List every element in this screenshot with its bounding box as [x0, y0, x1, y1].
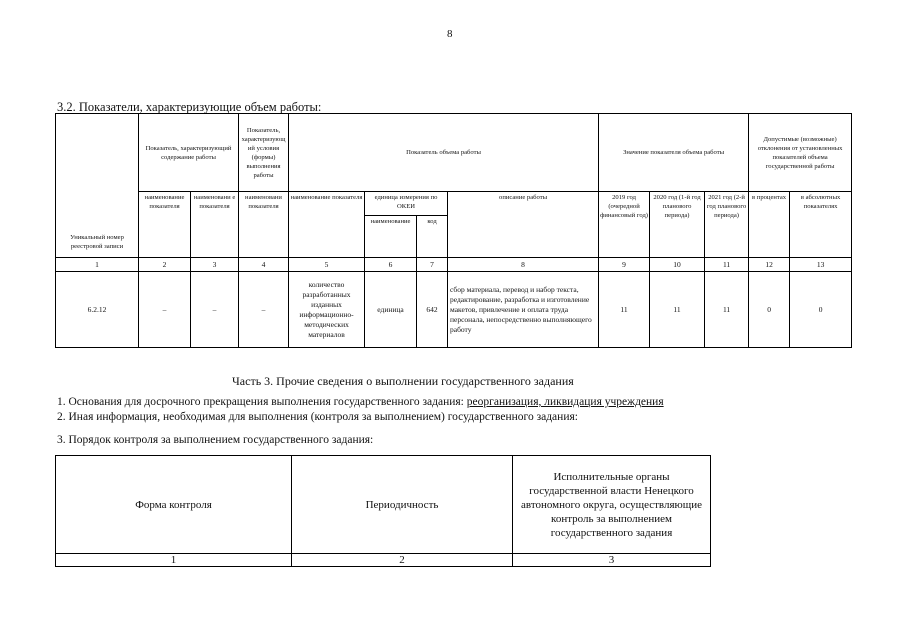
header-2021: 2021 год (2-й год планового периода) — [705, 192, 749, 258]
header-okei: единица измерения по ОКЕИ — [365, 192, 448, 216]
work-volume-table — [55, 113, 852, 348]
header-control-form: Форма контроля — [56, 456, 292, 554]
col-number: 3 — [513, 554, 711, 567]
header-description: описание работы — [448, 192, 599, 258]
header-deviation: Допустимые (возможные) отклонения от установленных показателей объема государственной работы — [749, 114, 852, 192]
col-number: 2 — [139, 258, 191, 272]
col-number: 11 — [705, 258, 749, 272]
col-number: 1 — [56, 258, 139, 272]
col-number: 2 — [292, 554, 513, 567]
cell-unit-code: 642 — [417, 272, 448, 348]
cell-2020: 11 — [650, 272, 705, 348]
cell-name-1: – — [139, 272, 191, 348]
other-info-line: 2. Иная информация, необходимая для выполнения (контроля за выполнением) государственного задания: — [57, 411, 578, 423]
table-row — [56, 272, 852, 348]
header-name-1: наименование показателя — [139, 192, 191, 258]
section-title: 3.2. Показатели, характеризующие объем работы: — [57, 100, 322, 114]
header-conditions: Показатель, характеризующий условия (формы) выполнения работы — [239, 114, 289, 192]
header-name-3: наименовани показателя — [239, 192, 289, 258]
header-2020: 2020 год (1-й год планового периода) — [650, 192, 705, 258]
cell-name-2: – — [191, 272, 239, 348]
header-unique-number: Уникальный номер реестровой записи — [56, 114, 139, 258]
control-procedure-line: 3. Порядок контроля за выполнением государственного задания: — [57, 434, 374, 446]
part3-title: Часть 3. Прочие сведения о выполнении государственного задания — [232, 374, 574, 388]
header-okei-code: код — [417, 216, 448, 258]
header-absolute: в абсолютных показателях — [790, 192, 852, 258]
cell-absolute: 0 — [790, 272, 852, 348]
cell-2019: 11 — [599, 272, 650, 348]
early-termination-label: 1. Основания для досрочного прекращения выполнения государственного задания: — [57, 396, 467, 408]
page-number: 8 — [447, 28, 453, 40]
col-number: 13 — [790, 258, 852, 272]
col-number: 3 — [191, 258, 239, 272]
cell-percent: 0 — [749, 272, 790, 348]
header-volume: Показатель объема работы — [289, 114, 599, 192]
header-content: Показатель, характеризующий содержание работы — [139, 114, 239, 192]
header-value: Значение показателя объема работы — [599, 114, 749, 192]
col-number: 6 — [365, 258, 417, 272]
cell-2021: 11 — [705, 272, 749, 348]
cell-description: сбор материала, перевод и набор текста, редактирование, разработка и изготовление макетов, привлечение и оплата труда персонала, непосредственно выполняющего работу — [448, 272, 599, 348]
col-number: 5 — [289, 258, 365, 272]
header-name-2: наименовани е показателя — [191, 192, 239, 258]
header-2019: 2019 год (очередной финансовый год) — [599, 192, 650, 258]
cell-unit: единица — [365, 272, 417, 348]
header-name-4: наименование показателя — [289, 192, 365, 258]
early-termination-value: реорганизация, ликвидация учреждения — [466, 396, 664, 408]
header-periodicity: Периодичность — [292, 456, 513, 554]
early-termination-line — [57, 396, 664, 408]
cell-name-3: – — [239, 272, 289, 348]
control-table — [55, 455, 711, 567]
col-number: 10 — [650, 258, 705, 272]
col-number: 4 — [239, 258, 289, 272]
col-number: 7 — [417, 258, 448, 272]
cell-indicator: количество разработанных изданных информационно-методических материалов — [289, 272, 365, 348]
col-number: 9 — [599, 258, 650, 272]
col-number: 12 — [749, 258, 790, 272]
col-number: 8 — [448, 258, 599, 272]
header-authorities: Исполнительные органы государственной власти Ненецкого автономного округа, осуществляющие контроль за выполнением государственного задания — [513, 456, 711, 554]
header-percent: в процентах — [749, 192, 790, 258]
col-number: 1 — [56, 554, 292, 567]
cell-code: 6.2.12 — [56, 272, 139, 348]
header-okei-name: наименование — [365, 216, 417, 258]
